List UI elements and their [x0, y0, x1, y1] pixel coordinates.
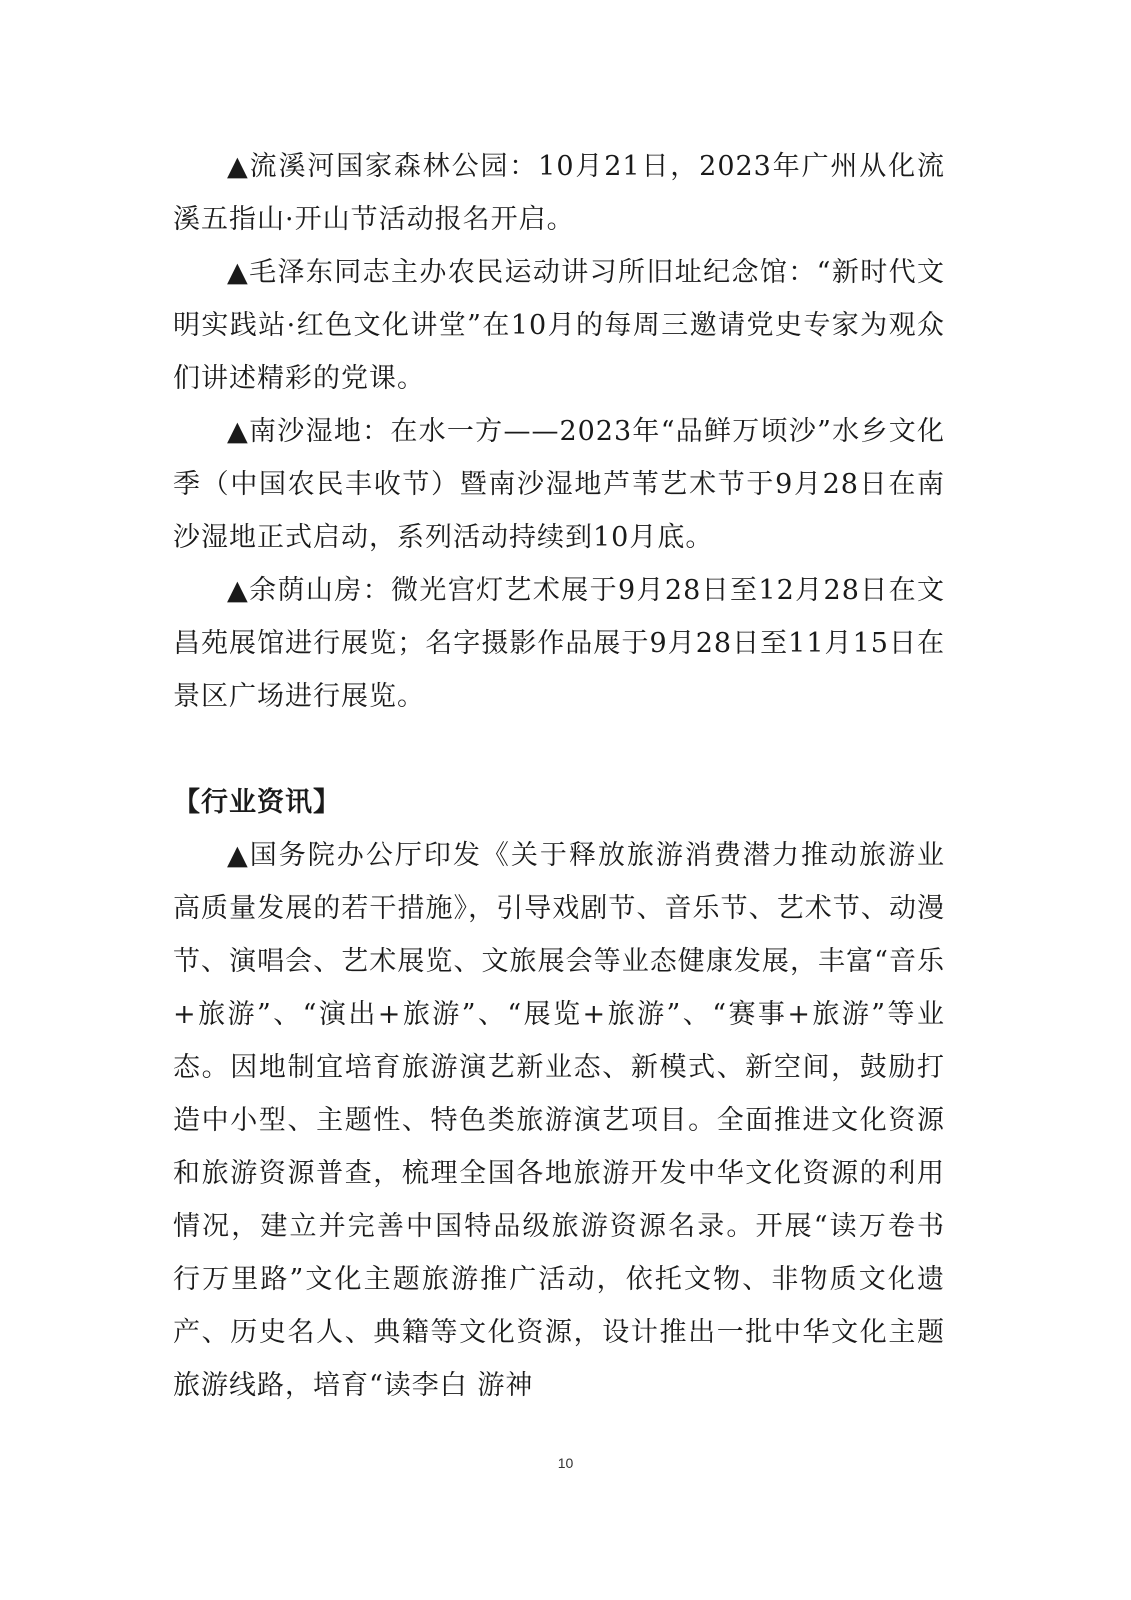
document-body — [173, 140, 945, 1412]
page-number: 10 — [557, 1455, 574, 1471]
event-paragraph-peasant-movement-institute: ▲毛泽东同志主办农民运动讲习所旧址纪念馆：“新时代文明实践站·红色文化讲堂”在10月的每周三邀请党史专家为观众们讲述精彩的党课。 — [173, 257, 945, 394]
event-paragraph-liuxi: ▲流溪河国家森林公园：10月21日，2023年广州从化流溪五指山·开山节活动报名开启。 — [173, 151, 945, 235]
event-paragraph-yuyin-shanfang: ▲余荫山房：微光宫灯艺术展于9月28日至12月28日在文昌苑展馆进行展览；名字摄影作品展于9月28日至11月15日在景区广场进行展览。 — [173, 575, 945, 712]
section-spacer — [173, 723, 945, 776]
event-paragraph-nansha-wetland: ▲南沙湿地：在水一方——2023年“品鲜万顷沙”水乡文化季（中国农民丰收节）暨南沙湿地芦苇艺术节于9月28日在南沙湿地正式启动，系列活动持续到10月底。 — [173, 416, 945, 553]
industry-news-paragraph: ▲国务院办公厅印发《关于释放旅游消费潜力推动旅游业高质量发展的若干措施》，引导戏剧节、音乐节、艺术节、动漫节、演唱会、艺术展览、文旅展会等业态健康发展，丰富“音乐+旅游”、“演出+旅游”、“展览+旅游”、“赛事+旅游”等业态。因地制宜培育旅游演艺新业态、新模式、新空间，鼓励打造中小型、主题性、特色类旅游演艺项目。全面推进文化资源和旅游资源普查，梳理全国各地旅游开发中华文化资源的利用情况，建立并完善中国特品级旅游资源名录。开展“读万卷书 行万里路”文化主题旅游推广活动，依托文物、非物质文化遗产、历史名人、典籍等文化资源，设计推出一批中华文化主题旅游线路，培育“读李白 游神 — [173, 840, 945, 1401]
section-heading-industry-news: 【行业资讯】 — [173, 787, 341, 818]
